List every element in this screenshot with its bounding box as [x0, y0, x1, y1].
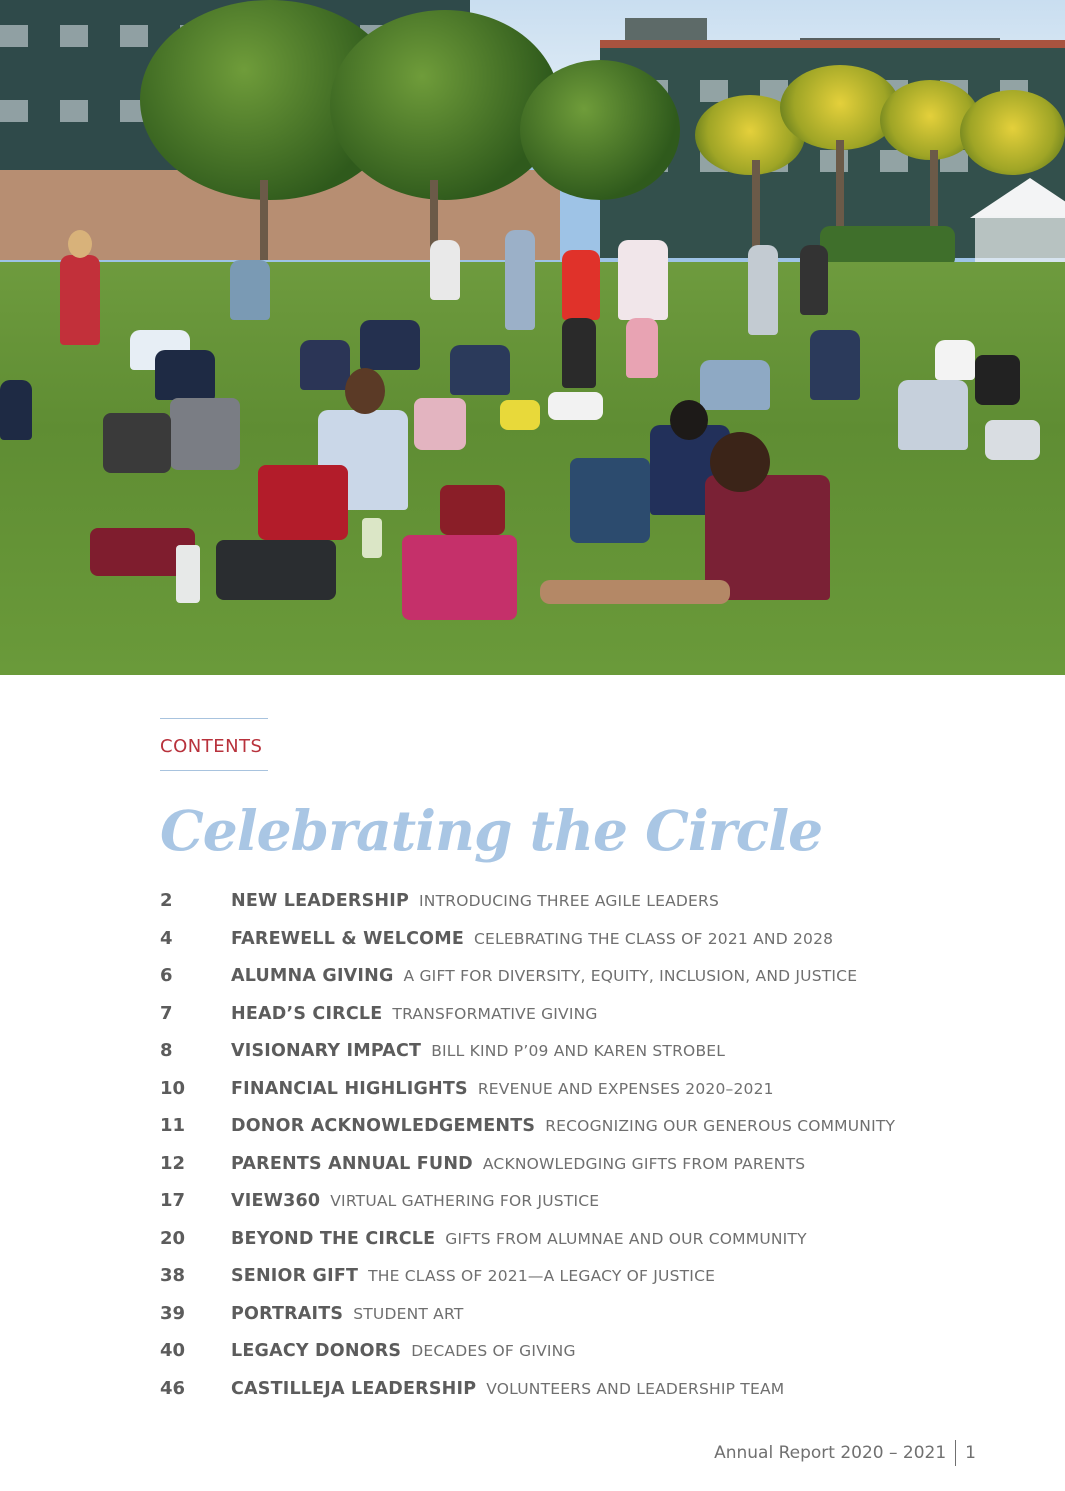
table-of-contents: [160, 890, 1000, 1415]
toc-section-description: REVENUE AND EXPENSES 2020–2021: [477, 1079, 774, 1098]
photo-person: [155, 350, 215, 400]
footer-page-number: 1: [965, 1443, 976, 1463]
photo-person: [810, 330, 860, 400]
toc-page-number: 46: [160, 1377, 186, 1399]
toc-section-title: PORTRAITS: [231, 1303, 344, 1324]
toc-section-description: VIRTUAL GATHERING FOR JUSTICE: [330, 1192, 600, 1210]
photo-person: [230, 260, 270, 320]
photo-bag: [414, 398, 466, 450]
toc-page-number: 20: [160, 1227, 186, 1249]
photo-person: [618, 240, 668, 320]
toc-section-description: THE CLASS OF 2021—A LEGACY OF JUSTICE: [368, 1267, 716, 1285]
contents-rule-top: [160, 718, 268, 719]
toc-section-description: DECADES OF GIVING: [411, 1342, 576, 1360]
photo-trunk: [260, 180, 268, 260]
photo-bag: [440, 485, 505, 535]
toc-section-title: BEYOND THE CIRCLE: [231, 1228, 436, 1249]
photo-person: [935, 340, 975, 380]
photo-bag: [103, 413, 171, 473]
footer-report-title: Annual Report 2020 – 2021: [714, 1443, 947, 1463]
photo-person: [60, 255, 100, 345]
photo-bag: [258, 465, 348, 540]
toc-page-number: 11: [160, 1115, 186, 1136]
photo-person: [540, 580, 730, 604]
toc-section-description: BILL KIND P’09 AND KAREN STROBEL: [431, 1042, 726, 1060]
toc-row: [160, 1003, 1000, 1041]
photo-person: [360, 320, 420, 370]
photo-tree: [520, 60, 680, 200]
toc-page-number: 39: [160, 1302, 186, 1324]
photo-person: [670, 400, 708, 440]
toc-section-title: NEW LEADERSHIP: [231, 891, 409, 911]
contents-rule-bottom: [160, 770, 268, 771]
toc-section-title: VISIONARY IMPACT: [231, 1041, 422, 1061]
photo-bag: [570, 458, 650, 543]
toc-row: [160, 1153, 1000, 1191]
photo-person: [345, 368, 385, 414]
photo-bottle: [362, 518, 382, 558]
toc-page-number: 10: [160, 1077, 186, 1099]
toc-page-number: 4: [160, 927, 173, 949]
photo-person: [505, 230, 535, 330]
toc-section-title: ALUMNA GIVING: [231, 966, 394, 986]
contents-label: CONTENTS: [160, 736, 263, 757]
toc-page-number: 6: [160, 965, 173, 986]
toc-row: [160, 1378, 1000, 1416]
photo-bag: [402, 535, 517, 620]
toc-page-number: 38: [160, 1265, 186, 1286]
photo-bottle: [176, 545, 200, 603]
toc-row: [160, 890, 1000, 928]
photo-bag: [500, 400, 540, 430]
toc-section-description: TRANSFORMATIVE GIVING: [392, 1004, 598, 1023]
toc-section-description: CELEBRATING THE CLASS OF 2021 AND 2028: [474, 929, 834, 948]
photo-person: [430, 240, 460, 300]
toc-page-number: 8: [160, 1040, 173, 1061]
toc-section-description: A GIFT FOR DIVERSITY, EQUITY, INCLUSION, AND JUSTICE: [403, 967, 858, 985]
toc-row: [160, 1340, 1000, 1378]
page-title: Celebrating the Circle: [160, 798, 823, 863]
toc-row: [160, 1040, 1000, 1078]
toc-section-description: GIFTS FROM ALUMNAE AND OUR COMMUNITY: [445, 1229, 807, 1248]
toc-row: [160, 965, 1000, 1003]
hero-photo: [0, 0, 1065, 675]
toc-section-title: VIEW360: [231, 1191, 321, 1211]
toc-page-number: 17: [160, 1190, 186, 1211]
photo-bag: [170, 398, 240, 470]
photo-person: [562, 250, 600, 320]
photo-person: [562, 318, 596, 388]
photo-tent: [970, 178, 1065, 218]
photo-bag: [548, 392, 603, 420]
toc-section-title: LEGACY DONORS: [231, 1341, 402, 1361]
toc-page-number: 40: [160, 1340, 186, 1361]
toc-row: [160, 1265, 1000, 1303]
toc-section-description: STUDENT ART: [353, 1304, 464, 1323]
toc-row: [160, 1228, 1000, 1266]
photo-person: [710, 432, 770, 492]
photo-person: [450, 345, 510, 395]
photo-person: [700, 360, 770, 410]
photo-person: [748, 245, 778, 335]
photo-bag: [975, 355, 1020, 405]
toc-section-title: HEAD’S CIRCLE: [231, 1003, 383, 1024]
photo-person: [626, 318, 658, 378]
photo-person: [898, 380, 968, 450]
toc-section-title: DONOR ACKNOWLEDGEMENTS: [231, 1116, 536, 1136]
toc-row: [160, 1115, 1000, 1153]
photo-bag: [216, 540, 336, 600]
toc-page-number: 2: [160, 890, 173, 911]
toc-section-title: PARENTS ANNUAL FUND: [231, 1153, 473, 1174]
toc-row: [160, 928, 1000, 966]
page-footer: [714, 1440, 976, 1466]
toc-section-description: INTRODUCING THREE AGILE LEADERS: [419, 892, 720, 910]
toc-section-title: CASTILLEJA LEADERSHIP: [231, 1378, 477, 1399]
photo-bag: [985, 420, 1040, 460]
toc-page-number: 7: [160, 1002, 173, 1024]
toc-section-title: SENIOR GIFT: [231, 1266, 359, 1286]
photo-person: [0, 380, 32, 440]
photo-person: [300, 340, 350, 390]
toc-section-title: FINANCIAL HIGHLIGHTS: [231, 1078, 468, 1099]
toc-page-number: 12: [160, 1152, 186, 1174]
toc-row: [160, 1190, 1000, 1228]
toc-section-description: ACKNOWLEDGING GIFTS FROM PARENTS: [482, 1154, 806, 1173]
photo-person: [800, 245, 828, 315]
photo-palm: [960, 90, 1065, 175]
toc-section-description: VOLUNTEERS AND LEADERSHIP TEAM: [486, 1379, 785, 1398]
toc-row: [160, 1303, 1000, 1341]
footer-divider: [955, 1440, 956, 1466]
toc-section-title: FAREWELL & WELCOME: [231, 928, 465, 949]
toc-row: [160, 1078, 1000, 1116]
photo-person: [68, 230, 92, 258]
toc-section-description: RECOGNIZING OUR GENEROUS COMMUNITY: [545, 1117, 896, 1135]
